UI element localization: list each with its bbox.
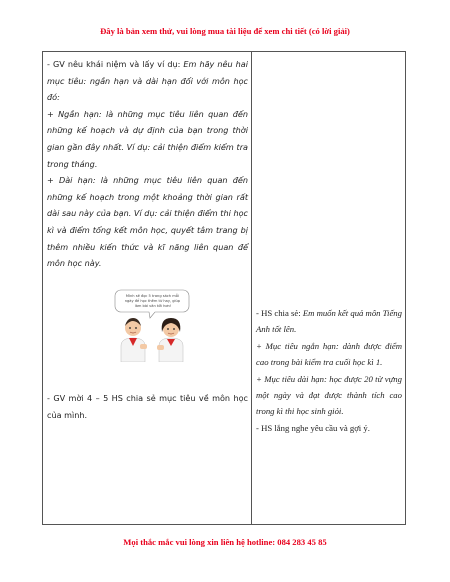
long-term-definition <box>47 172 248 272</box>
short-term-goal: + Mục tiêu ngắn hạn: dành được điểm cao trong bài kiểm tra cuối học kì 1. <box>256 340 402 368</box>
bullet-plus: + <box>47 108 59 119</box>
short-term-text: Ngắn hạn: là những mục tiêu liên quan đến những kế hoạch và dự định của bạn trong thời gian gần đây nhất. Ví dụ: cải thiện điểm kiểm tra trong tháng. <box>47 108 248 169</box>
teacher-instruction <box>47 56 248 106</box>
speech-bubble-text: Mình sẽ đọc 5 trang sách mỗi ngày để học thêm từ hay, giúp làm bài văn tốt hơn! <box>124 294 181 308</box>
instruction-lead: - GV nêu khái niệm và lấy ví dụ: <box>47 59 184 69</box>
teacher-activity-column <box>47 56 248 272</box>
hotline-footer: Mọi thắc mắc vui lòng xin liên hệ hotline: 084 283 45 85 <box>123 537 327 547</box>
student-share <box>256 305 402 338</box>
long-term-goal: + Mục tiêu dài hạn: học được 20 từ vựng một ngày và đạt được thành tích cao trong kì thi học sinh giỏi. <box>256 373 402 417</box>
student-listen: - HS lắng nghe yêu cầu và gợi ý. <box>256 422 370 433</box>
teacher-invite <box>47 390 248 423</box>
long-term-text: Dài hạn: là những mục tiêu liên quan đến những kế hoạch trong một khoảng thời gian rất dài sau này của bạn. Ví dụ: cải thiện điểm thi học kì và điểm tổng kết môn học, quyết tâm trang bị thêm nhiều kiến thức và kĩ năng liên quan để môn học này. <box>47 175 248 269</box>
student-activity-column <box>256 305 402 436</box>
column-divider <box>251 51 252 525</box>
instruction-question: Em hãy nêu hai mục tiêu: ngắn hạn và dài hạn đối với môn học đó: <box>47 59 248 103</box>
short-term-definition <box>47 106 248 172</box>
share-goal: Em muốn kết quả môn Tiếng Anh tốt lên. <box>256 308 402 335</box>
bullet-plus: + <box>47 175 59 186</box>
students-illustration <box>107 288 197 362</box>
invite-text: - GV mời 4 – 5 HS chia sẻ mục tiêu về môn học của mình. <box>47 393 248 420</box>
share-lead: - HS chia sẻ: <box>256 308 303 318</box>
preview-notice: Đây là bản xem thử, vui lòng mua tài liệu để xem chi tiết (có lời giải) <box>100 26 350 36</box>
